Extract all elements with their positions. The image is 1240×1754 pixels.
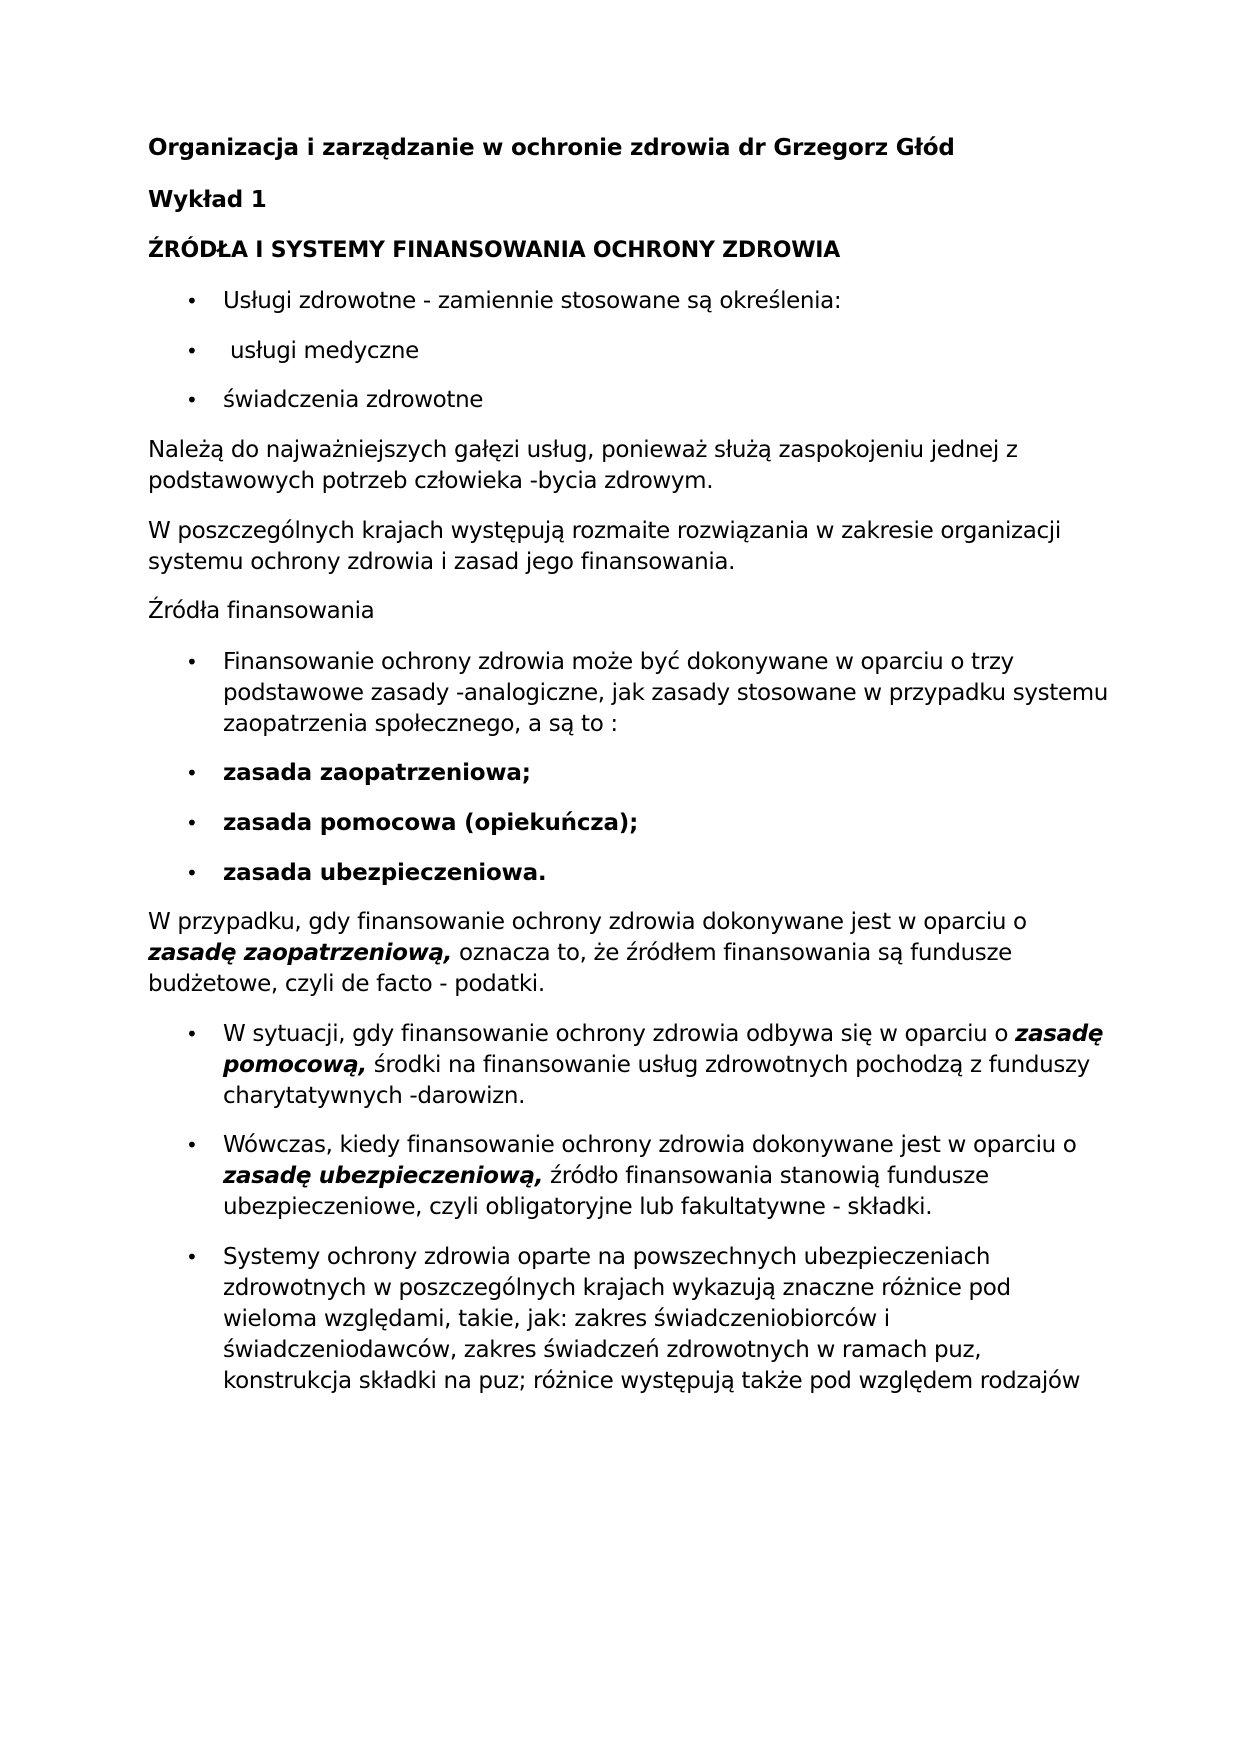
bullet-marker: • [186, 339, 198, 363]
list-item-line [223, 1159, 989, 1193]
principle-item: zasada zaopatrzeniowa; [223, 760, 531, 786]
list-item-line: ubezpieczeniowe, czyli obligatoryjne lub fakultatywne - składki. [223, 1194, 933, 1220]
bullet-marker: • [186, 1245, 198, 1269]
bullet-marker: • [186, 1133, 198, 1157]
list-item: usługi medyczne [223, 338, 419, 364]
paragraph-line: podstawowych potrzeb człowieka -bycia zdrowym. [148, 468, 714, 494]
principle-item: zasada ubezpieczeniowa. [223, 860, 547, 886]
section-heading: ŹRÓDŁA I SYSTEMY FINANSOWANIA OCHRONY ZDROWIA [148, 238, 841, 263]
list-item-line: charytatywnych -darowizn. [223, 1083, 526, 1109]
list-item-text: źródło finansowania stanowią fundusze [543, 1163, 989, 1189]
list-item-line [223, 1048, 1090, 1082]
list-item-text: środki na finansowanie usług zdrowotnych pochodzą z funduszy [366, 1052, 1090, 1078]
emphasis-text: zasadę [1015, 1021, 1104, 1047]
subheading: Źródła finansowania [148, 598, 375, 624]
list-item-line: Finansowanie ochrony zdrowia może być dokonywane w oparciu o trzy [223, 649, 1014, 675]
list-item-line [223, 1017, 1103, 1051]
principle-item: zasada pomocowa (opiekuńcza); [223, 810, 639, 836]
paragraph-line: W poszczególnych krajach występują rozmaite rozwiązania w zakresie organizacji [148, 518, 1061, 544]
list-item-line: zdrowotnych w poszczególnych krajach wykazują znaczne różnice pod [223, 1275, 1011, 1301]
paragraph-line [148, 936, 1012, 970]
paragraph-text: oznacza to, że źródłem finansowania są fundusze [452, 940, 1012, 966]
emphasis-text: zasadę zaopatrzeniową, [148, 940, 453, 966]
paragraph-line: budżetowe, czyli de facto - podatki. [148, 971, 545, 997]
bullet-marker: • [186, 811, 198, 835]
bullet-marker: • [186, 388, 198, 412]
list-item-line: zaopatrzenia społecznego, a są to : [223, 711, 618, 737]
list-item: Usługi zdrowotne - zamiennie stosowane są określenia: [223, 288, 842, 314]
emphasis-text: zasadę ubezpieczeniową, [223, 1163, 544, 1189]
paragraph-line: W przypadku, gdy finansowanie ochrony zdrowia dokonywane jest w oparciu o [148, 909, 1027, 935]
paragraph-line: Należą do najważniejszych gałęzi usług, ponieważ służą zaspokojeniu jednej z [148, 437, 1018, 463]
list-item-line: Wówczas, kiedy finansowanie ochrony zdrowia dokonywane jest w oparciu o [223, 1132, 1077, 1158]
list-item-line: wieloma względami, takie, jak: zakres świadczeniobiorców i [223, 1306, 890, 1332]
bullet-marker: • [186, 761, 198, 785]
list-item: świadczenia zdrowotne [223, 387, 484, 413]
document-title: Organizacja i zarządzanie w ochronie zdrowia dr Grzegorz Głód [148, 135, 955, 161]
list-item-line: podstawowe zasady -analogiczne, jak zasady stosowane w przypadku systemu [223, 680, 1109, 706]
bullet-marker: • [186, 861, 198, 885]
bullet-marker: • [186, 1022, 198, 1046]
list-item-line: Systemy ochrony zdrowia oparte na powszechnych ubezpieczeniach [223, 1244, 991, 1270]
list-item-text: W sytuacji, gdy finansowanie ochrony zdrowia odbywa się w oparciu o [223, 1021, 1016, 1047]
bullet-marker: • [186, 289, 198, 313]
emphasis-text: pomocową, [223, 1052, 367, 1078]
bullet-marker: • [186, 650, 198, 674]
list-item-line: konstrukcja składki na puz; różnice występują także pod względem rodzajów [223, 1368, 1081, 1394]
lecture-label: Wykład 1 [148, 187, 267, 213]
list-item-line: świadczeniodawców, zakres świadczeń zdrowotnych w ramach puz, [223, 1337, 982, 1363]
paragraph-line: systemu ochrony zdrowia i zasad jego finansowania. [148, 549, 736, 575]
